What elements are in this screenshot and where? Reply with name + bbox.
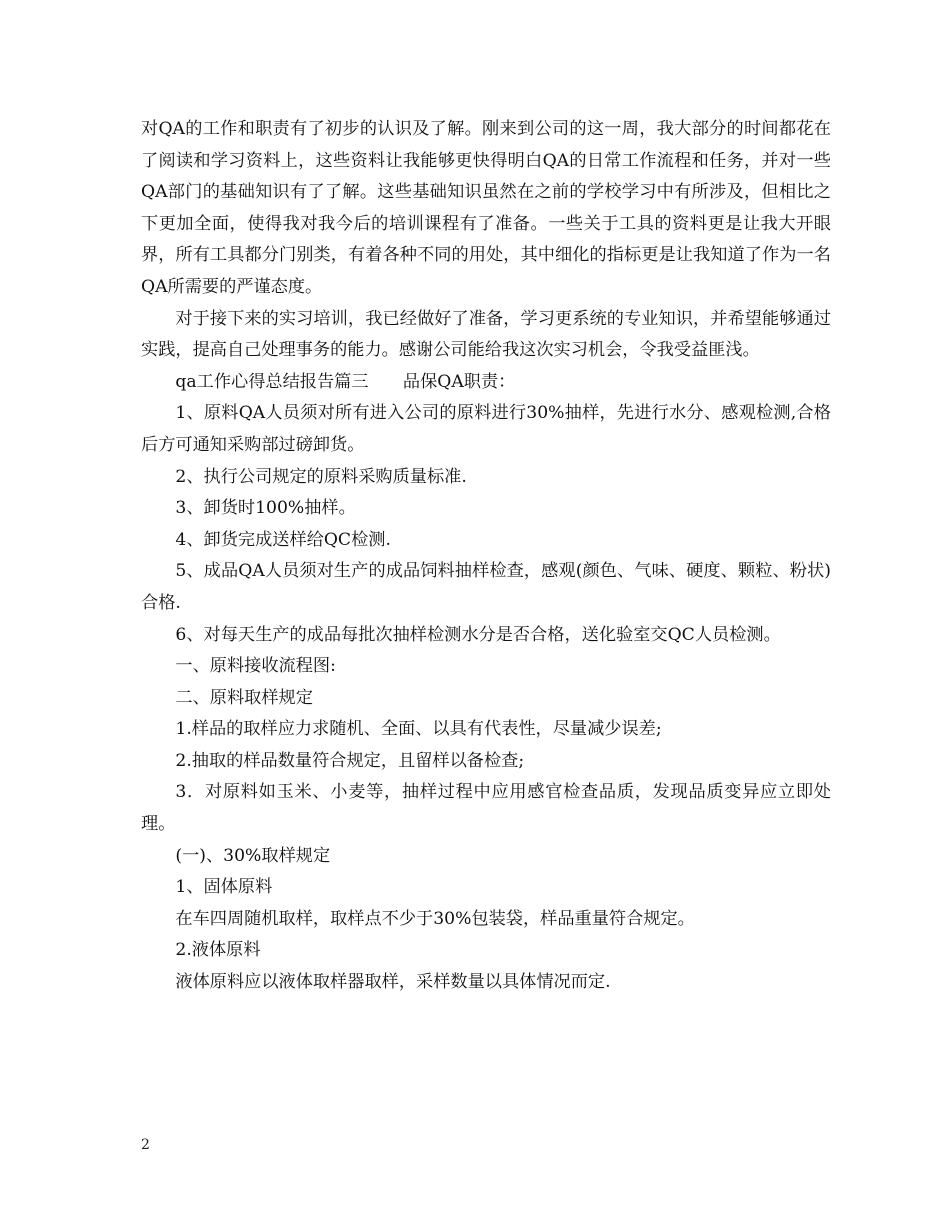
paragraph-16-heading: 1、固体原料 bbox=[175, 877, 273, 898]
paragraph-13: 2.抽取的样品数量符合规定，且留样以备检查; bbox=[175, 750, 525, 771]
paragraph-1: 对QA的工作和职责有了初步的认识及了解。刚来到公司的这一周，我大部分的时间都花在了阅读和学习资料上，这些资料让我能够更快得明白QA的日常工作流程和任务，并对一些QA部门的基础知识有了了解。这些基础知识虽然在之前的学校学习中有所涉及，但相比之下更加全面，使得我对我今后的培训课程有了准备。一些关于工具的资料更是让我大开眼界，所有工具都分门别类，有着各种不同的用处，其中细化的指标更是让我知道了作为一名QA所需要的严谨态度。 bbox=[141, 119, 831, 297]
paragraph-19: 液体原料应以液体取样器取样，采样数量以具体情况而定. bbox=[175, 972, 611, 993]
paragraph-11-heading: 二、原料取样规定 bbox=[175, 687, 313, 708]
paragraph-9: 6、对每天生产的成品每批次抽样检测水分是否合格，送化验室交QC人员检测。 bbox=[175, 624, 781, 645]
paragraph-6: 3、卸货时100%抽样。 bbox=[175, 498, 356, 519]
paragraph-3-heading: qa工作心得总结报告篇三 品保QA职责： bbox=[175, 371, 516, 392]
paragraph-2: 对于接下来的实习培训，我已经做好了准备，学习更系统的专业知识，并希望能够通过实践，提高自己处理事务的能力。感谢公司能给我这次实习机会，令我受益匪浅。 bbox=[141, 308, 831, 361]
paragraph-15-heading: (一)、30%取样规定 bbox=[175, 845, 331, 866]
paragraph-7: 4、卸货完成送样给QC检测. bbox=[175, 529, 391, 550]
paragraph-5: 2、执行公司规定的原料采购质量标准. bbox=[175, 466, 467, 487]
paragraph-17: 在车四周随机取样，取样点不少于30%包装袋，样品重量符合规定。 bbox=[175, 908, 695, 929]
page-number: 2 bbox=[141, 1137, 150, 1153]
paragraph-18-heading: 2.液体原料 bbox=[175, 940, 261, 961]
paragraph-14: 3．对原料如玉米、小麦等，抽样过程中应用感官检查品质，发现品质变异应立即处理。 bbox=[141, 782, 831, 835]
paragraph-4: 1、原料QA人员须对所有进入公司的原料进行30%抽样，先进行水分、感观检测,合格后方可通知采购部过磅卸货。 bbox=[141, 403, 831, 455]
document-body bbox=[141, 114, 831, 999]
paragraph-8: 5、成品QA人员须对生产的成品饲料抽样检查，感观(颜色、气味、硬度、颗粒、粉状)合格. bbox=[141, 561, 831, 613]
paragraph-10-heading: 一、原料接收流程图: bbox=[175, 656, 336, 677]
paragraph-12: 1.样品的取样应力求随机、全面、以具有代表性，尽量减少误差; bbox=[175, 719, 662, 740]
